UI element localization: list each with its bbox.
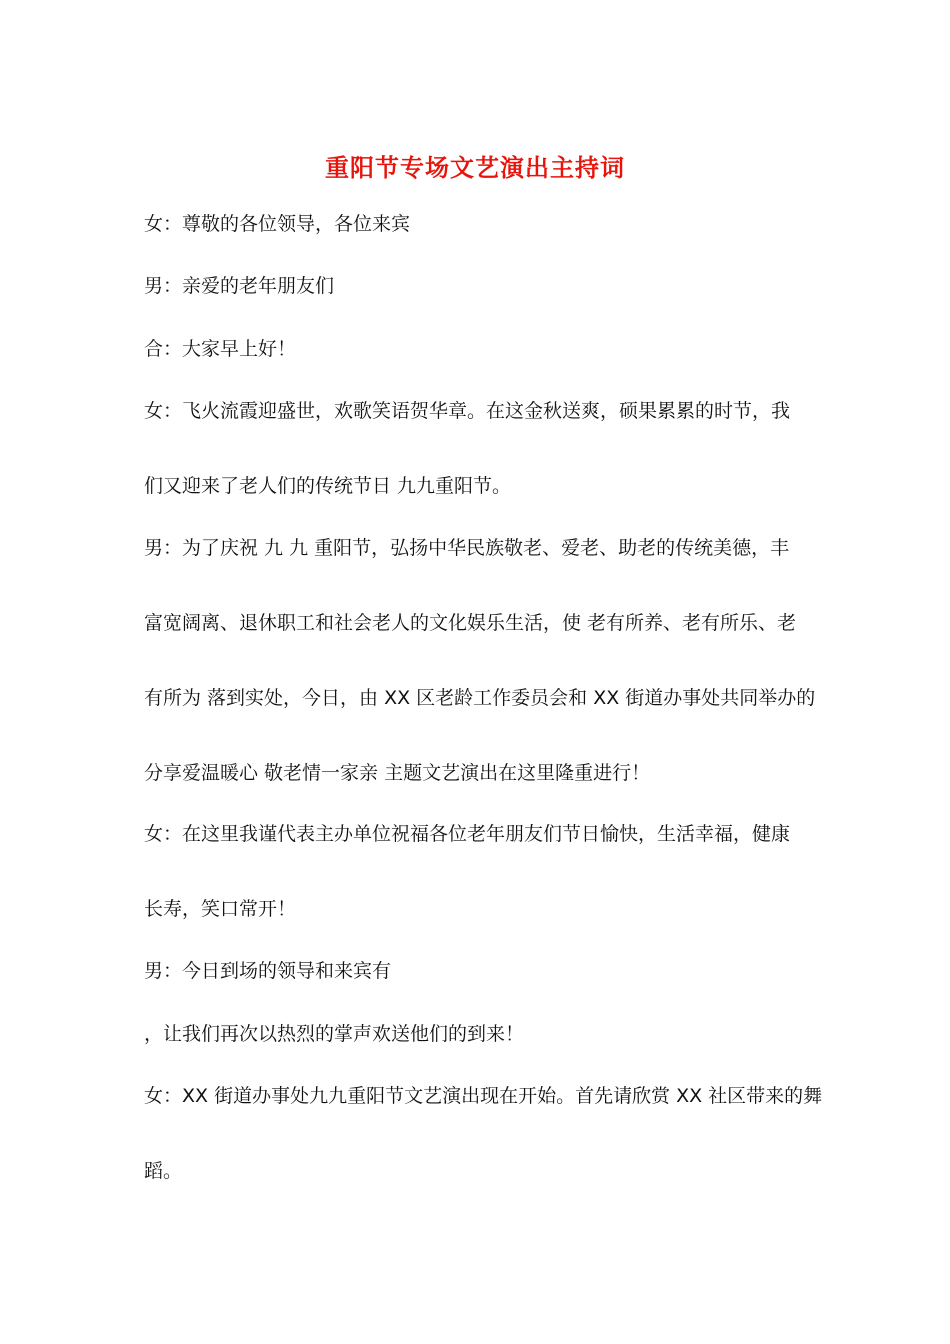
text-line: 男：今日到场的领导和来宾有: [144, 960, 392, 982]
text-line: 有所为 落到实处，今日，由 XX 区老龄工作委员会和 XX 街道办事处共同举办的: [144, 687, 816, 709]
document-title: 重阳节专场文艺演出主持词: [325, 153, 625, 182]
text-line: 女：在这里我谨代表主办单位祝福各位老年朋友们节日愉快，生活幸福，健康: [144, 823, 791, 845]
text-line: 蹈。: [144, 1160, 183, 1182]
text-line: 富宽阔离、退休职工和社会老人的文化娱乐生活，使 老有所养、老有所乐、老: [144, 612, 797, 634]
text-line: 女：尊敬的各位领导，各位来宾: [144, 213, 411, 235]
text-line: 男：亲爱的老年朋友们: [144, 275, 335, 297]
text-line: 分享爱温暖心 敬老情一家亲 主题文艺演出在这里隆重进行！: [144, 762, 651, 784]
text-line: 男：为了庆祝 九 九 重阳节，弘扬中华民族敬老、爱老、助老的传统美德，丰: [144, 537, 790, 559]
text-line: 女：飞火流霞迎盛世，欢歌笑语贺华章。在这金秋送爽，硕果累累的时节，我: [144, 400, 791, 422]
text-line: 长寿，笑口常开！: [144, 898, 297, 920]
text-line: 合：大家早上好！: [144, 338, 297, 360]
text-line: ，让我们再次以热烈的掌声欢送他们的到来！: [144, 1023, 525, 1045]
text-line: 女：XX 街道办事处九九重阳节文艺演出现在开始。首先请欣赏 XX 社区带来的舞: [144, 1085, 823, 1107]
text-line: 们又迎来了老人们的传统节日 九九重阳节。: [144, 475, 512, 497]
